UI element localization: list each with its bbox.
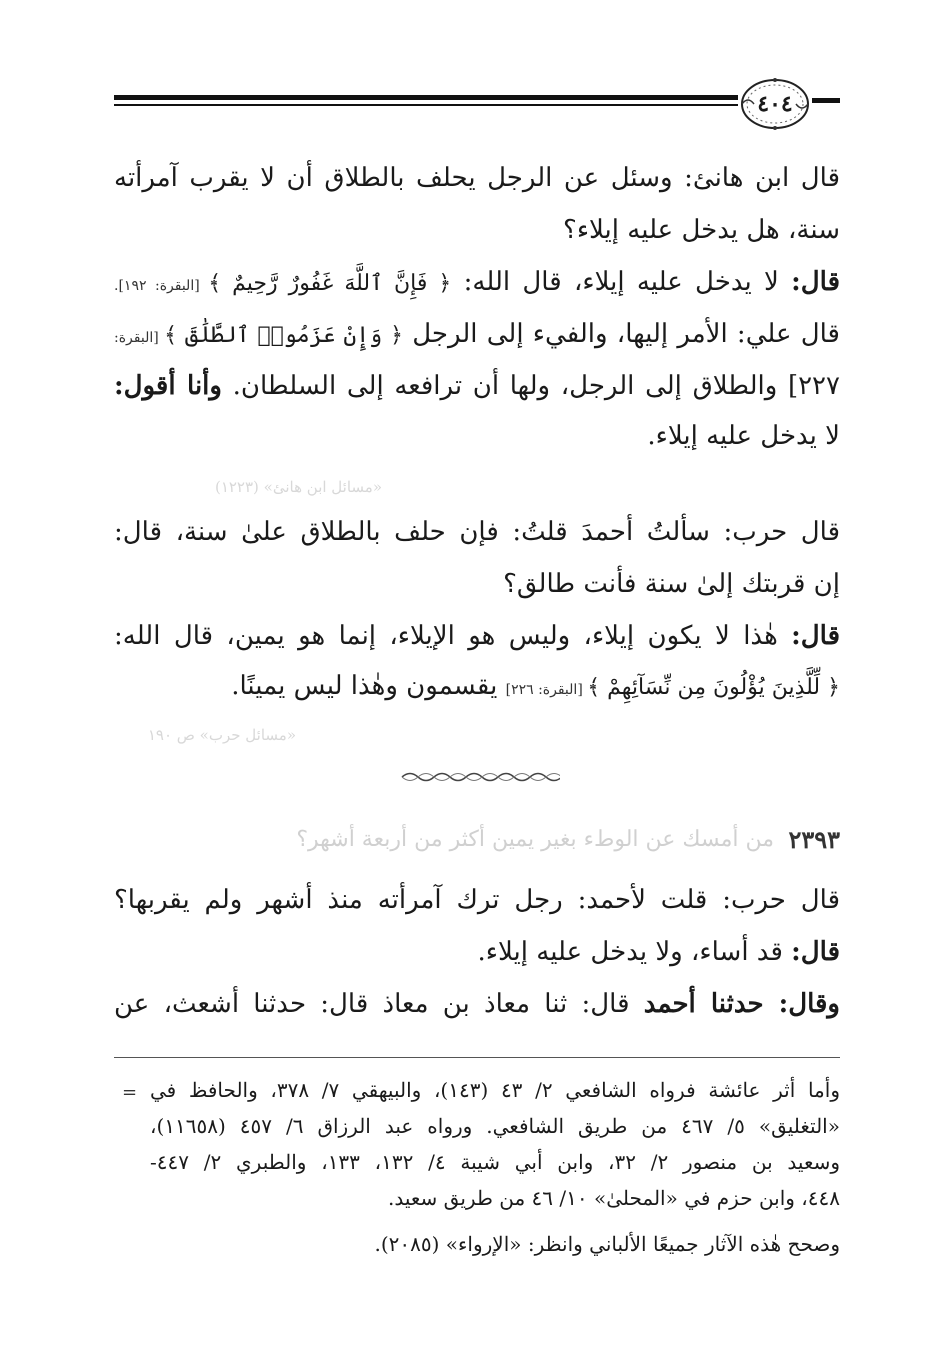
footnote-line: وأما أثر عائشة فرواه الشافعي ٢/ ٤٣ (١٤٣)، والبيهقي ٧/ ٣٧٨، والحافظ في: [150, 1078, 840, 1102]
header-rule: [114, 95, 738, 107]
source-citation-faint: «مسائل ابن هانئ» (١٢٢٣): [214, 478, 382, 496]
answer-label: قال:: [791, 621, 840, 651]
footnote-rule: [114, 1057, 840, 1058]
paragraph-line: [114, 666, 840, 710]
verse-reference: [البقرة: ٢٢٦]: [505, 682, 588, 698]
verse-reference: [البقرة:: [114, 330, 165, 346]
paragraph-line: إن قربتك إلىٰ سنة فأنت طالق؟: [503, 569, 840, 599]
paragraph-line: [114, 314, 840, 358]
narration-label: حدثنا أحمد: [643, 989, 779, 1019]
source-citation-faint: «مسائل حرب» ص ١٩٠: [147, 726, 296, 744]
answer-line: [114, 932, 840, 972]
answer-label: قال:: [791, 937, 840, 967]
paragraph-line: قال حرب: سألتُ أحمدَ قلتُ: فإن حلف بالطلاق علىٰ سنة، قال:: [114, 517, 840, 547]
issue-heading-faint: من أمسك عن الوطء بغير يمين أكثر من أربعة أشهر؟: [296, 827, 774, 852]
answer-text: قد أساء، ولا يدخل عليه إيلاء.: [477, 937, 792, 967]
answer-line: [114, 262, 840, 306]
ornament-divider-icon: [400, 770, 560, 784]
answer-text: هٰذا لا يكون إيلاء، وليس هو الإيلاء، إنما هو يمين، قال الله:: [114, 621, 792, 651]
line-text: ٢٢٧] والطلاق إلى الرجل، ولها أن ترافعه إلى السلطان.: [221, 371, 840, 401]
said-label: وقال:: [778, 989, 840, 1019]
page-number-badge: [738, 76, 812, 132]
footnote-line: وسعيد بن منصور ٢/ ٣٢، وابن أبي شيبة ٤/ ١٣٢، ١٣٣، والطبري ٢/ ٤٤٧-: [150, 1150, 841, 1174]
footnote-line: ٤٤٨، وابن حزم في «المحلىٰ» ١٠/ ٤٦ من طريق سعيد.: [388, 1186, 840, 1210]
paragraph-line: [114, 984, 840, 1024]
footnote-continuation-mark: =: [122, 1082, 138, 1103]
paragraph-line: قال ابن هانئ: وسئل عن الرجل يحلف بالطلاق أن لا يقرب آمرأته: [114, 163, 840, 193]
header-rule-right: [812, 98, 840, 103]
issue-number: ٢٣٩٣: [788, 825, 840, 854]
paragraph-line: [114, 366, 840, 406]
paragraph-line: لا يدخل عليه إيلاء.: [647, 421, 840, 451]
verse-reference: [البقرة: ١٩٢].: [114, 278, 209, 294]
answer-text: لا يدخل عليه إيلاء، قال الله:: [451, 267, 792, 297]
paragraph-line: سنة، هل يدخل عليه إيلاء؟: [563, 215, 840, 245]
quran-verse: ﴿ لِّلَّذِينَ يُؤْلُونَ مِن نِّسَآئِهِمْ ﴾: [587, 675, 840, 700]
answer-line: [114, 616, 840, 656]
paragraph-line: قال حرب: قلت لأحمد: رجل ترك آمرأته منذ أشهر ولم يقربها؟: [114, 885, 840, 915]
quran-verse: ﴿ فَإِنَّ ٱللَّهَ غَفُورٌ رَّحِيمٌ ﴾: [208, 271, 452, 296]
footnote-line: وصحح هٰذه الآثار جميعًا الألباني وانظر: «الإرواء» (٢٠٨٥).: [374, 1232, 840, 1256]
line-text: قال: ثنا معاذ بن معاذ قال: حدثنا أشعث، عن: [114, 989, 644, 1019]
footnote-line: «التغليق» ٥/ ٤٦٧ من طريق الشافعي. ورواه عبد الرزاق ٦/ ٤٥٧ (١١٦٥٨)،: [150, 1114, 840, 1138]
ali-text: قال علي: الأمر إليها، والفيء إلى الرجل: [402, 319, 840, 349]
quran-verse: ﴿ وَإِنْ عَزَمُوا۟ ٱلطَّلَٰقَ ﴾: [164, 323, 403, 348]
answer-label: قال:: [791, 267, 840, 297]
page-number: ٤٠٤: [757, 91, 793, 117]
line-text: يقسمون وهٰذا ليس يمينًا.: [231, 671, 506, 701]
author-opinion-label: وأنا أقول:: [114, 371, 222, 401]
